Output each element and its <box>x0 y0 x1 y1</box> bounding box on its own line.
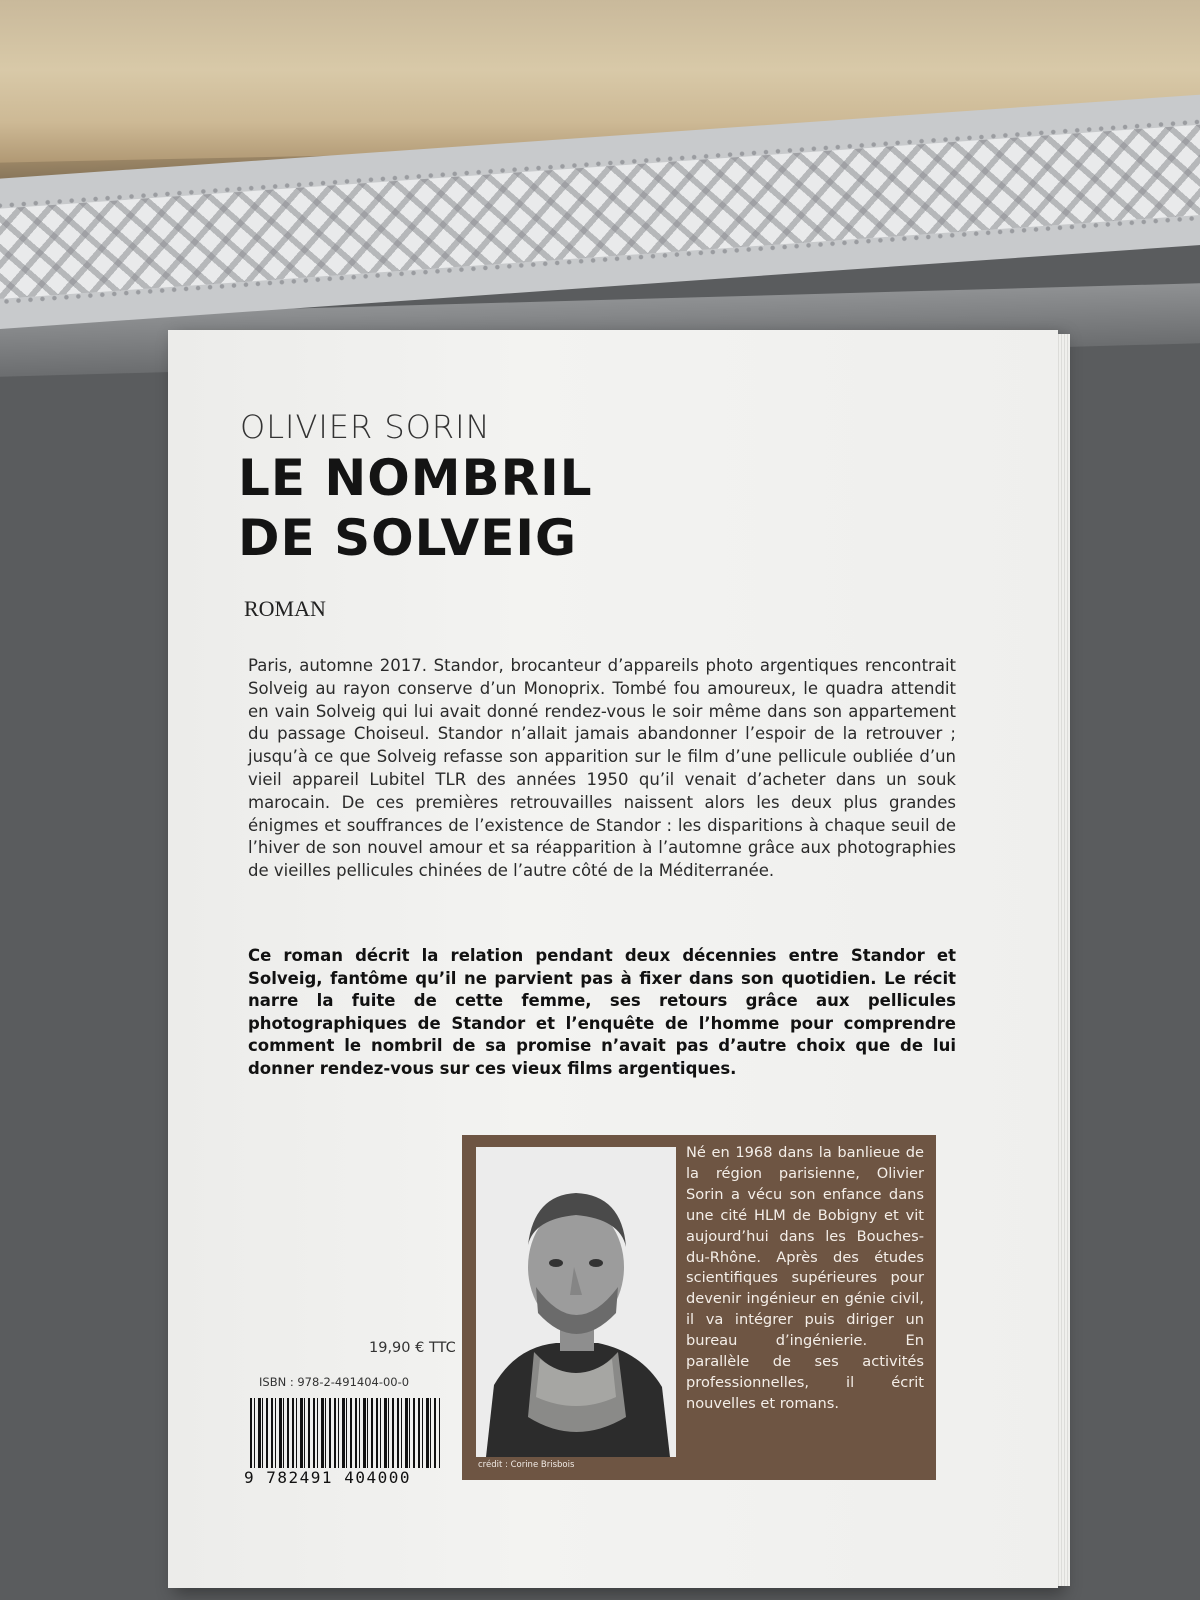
genre-label: ROMAN <box>244 596 326 621</box>
book-back-cover <box>168 330 1058 1588</box>
book-page-edge <box>1058 334 1070 1586</box>
author-name: OLIVIER SORIN <box>240 408 491 446</box>
synopsis-text: Paris, automne 2017. Standor, brocanteur d’appareils photo argentiques rencontrait Solveig au rayon conserve d’un Monoprix. Tombé fou amoureux, le quadra attendit en vain Solveig qui lui avait donné rendez-vous le soir même dans son appartement du passage Choiseul. Standor n’allait jamais abandonner l’espoir de la retrouver ; jusqu’à ce que Solveig refasse son apparition sur le film d’une pellicule oubliée d’un vieil appareil Lubitel TLR des années 1950 qu’il venait d’acheter dans un souk marocain. De ces premières retrouvailles naissent alors les deux plus grandes énigmes et souffrances de l’existence de Standor : les disparitions à chaque seuil de l’hiver de son nouvel amour et sa réapparition à l’automne grâce aux photographies de vieilles pellicules chinées de l’autre côté de la Méditerranée. <box>248 656 956 881</box>
author-photo <box>476 1147 676 1457</box>
title-line-1: LE NOMBRIL <box>238 449 593 507</box>
author-bio-box <box>462 1135 936 1480</box>
author-portrait-image <box>476 1147 676 1457</box>
isbn-label: ISBN : 978-2-491404-00-0 <box>259 1375 410 1389</box>
book-title <box>238 448 938 568</box>
photo-credit: crédit : Corine Brisbois <box>478 1460 575 1470</box>
price-label: 19,90 € TTC <box>369 1340 456 1356</box>
barcode-number: 9 782491 404000 <box>244 1468 411 1487</box>
summary-text: Ce roman décrit la relation pendant deux décennies entre Standor et Solveig, fantôme qu’il ne parvient pas à fixer dans son quotidien. Le récit narre la fuite de cette femme, ses retours grâce aux pellicules photographiques de Standor et l’enquête de l’homme pour comprendre comment le nombril de sa promise n’avait pas d’autre choix que de lui donner rendez-vous sur ces vieux films argentiques. <box>248 946 956 1078</box>
barcode <box>250 1398 440 1468</box>
title-line-2: DE SOLVEIG <box>238 509 578 567</box>
author-bio-text: Né en 1968 dans la banlieue de la région parisienne, Olivier Sorin a vécu son enfance dans une cité HLM de Bobigny et vit aujourd’hui dans les Bouches-du-Rhône. Après des études scientifiques supérieures pour devenir ingénieur en génie civil, il va intégrer puis diriger un bureau d’ingénierie. En parallèle de ses activités professionnelles, il écrit nouvelles et romans. <box>686 1144 924 1412</box>
